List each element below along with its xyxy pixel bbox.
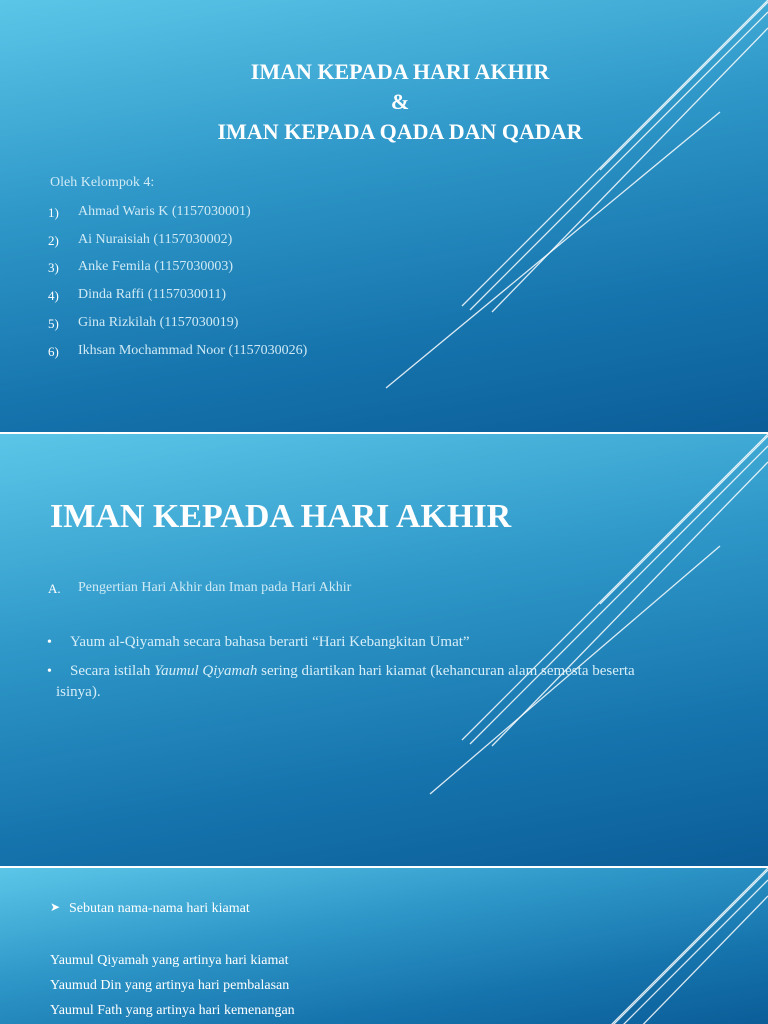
list-item: Ikhsan Mochammad Noor (1157030026) bbox=[78, 343, 308, 358]
title-line-1: IMAN KEPADA HARI AKHIR bbox=[250, 59, 550, 84]
list-number: 3) bbox=[48, 260, 59, 275]
slide-heading: IMAN KEPADA HARI AKHIR bbox=[50, 498, 512, 535]
title-line-2: IMAN KEPADA QADA DAN QADAR bbox=[217, 119, 583, 144]
bullet-icon: • bbox=[47, 635, 52, 650]
slide-hari-akhir bbox=[0, 434, 768, 866]
bullet-text-2-italic: Yaumul Qiyamah bbox=[154, 663, 258, 679]
list-number: 6) bbox=[48, 344, 59, 359]
bullet-text-2 bbox=[70, 663, 635, 680]
list-number: 5) bbox=[48, 316, 59, 331]
sub-heading: Pengertian Hari Akhir dan Iman pada Hari Akhir bbox=[78, 580, 352, 595]
slide-nama-hari-kiamat bbox=[0, 868, 768, 1024]
diagonal-lines-decoration bbox=[0, 868, 768, 1024]
list-item: Ai Nuraisiah (1157030002) bbox=[78, 232, 233, 247]
list-item: Gina Rizkilah (1157030019) bbox=[78, 315, 239, 330]
bullet-text-2-pre: Secara istilah bbox=[70, 663, 155, 679]
bullet-text-2-post: sering diartikan hari kiamat (kehancuran alam semesta beserta bbox=[257, 663, 635, 679]
list-item: Ahmad Waris K (1157030001) bbox=[78, 204, 251, 219]
list-item: Yaumul Qiyamah yang artinya hari kiamat bbox=[50, 953, 289, 968]
bullet-icon: • bbox=[47, 664, 52, 679]
slide-title bbox=[0, 0, 768, 432]
list-number: 2) bbox=[48, 233, 59, 248]
group-label: Oleh Kelompok 4: bbox=[50, 175, 155, 190]
list-item: Dinda Raffi (1157030011) bbox=[78, 287, 227, 302]
arrow-bullet-icon: ➤ bbox=[50, 900, 61, 914]
list-item: Yaumud Din yang artinya hari pembalasan bbox=[50, 978, 290, 993]
list-number: 1) bbox=[48, 205, 59, 220]
bullet-text-1: Yaum al-Qiyamah secara bahasa berarti “Hari Kebangkitan Umat” bbox=[70, 634, 470, 650]
sub-marker: A. bbox=[48, 581, 61, 596]
list-item: Yaumul Fath yang artinya hari kemenangan bbox=[50, 1003, 295, 1018]
title-ampersand: & bbox=[390, 89, 410, 114]
list-item: Anke Femila (1157030003) bbox=[78, 259, 234, 274]
bullet-text-2-line2: isinya). bbox=[56, 684, 101, 700]
lead-text: Sebutan nama-nama hari kiamat bbox=[69, 901, 250, 916]
list-number: 4) bbox=[48, 288, 59, 303]
